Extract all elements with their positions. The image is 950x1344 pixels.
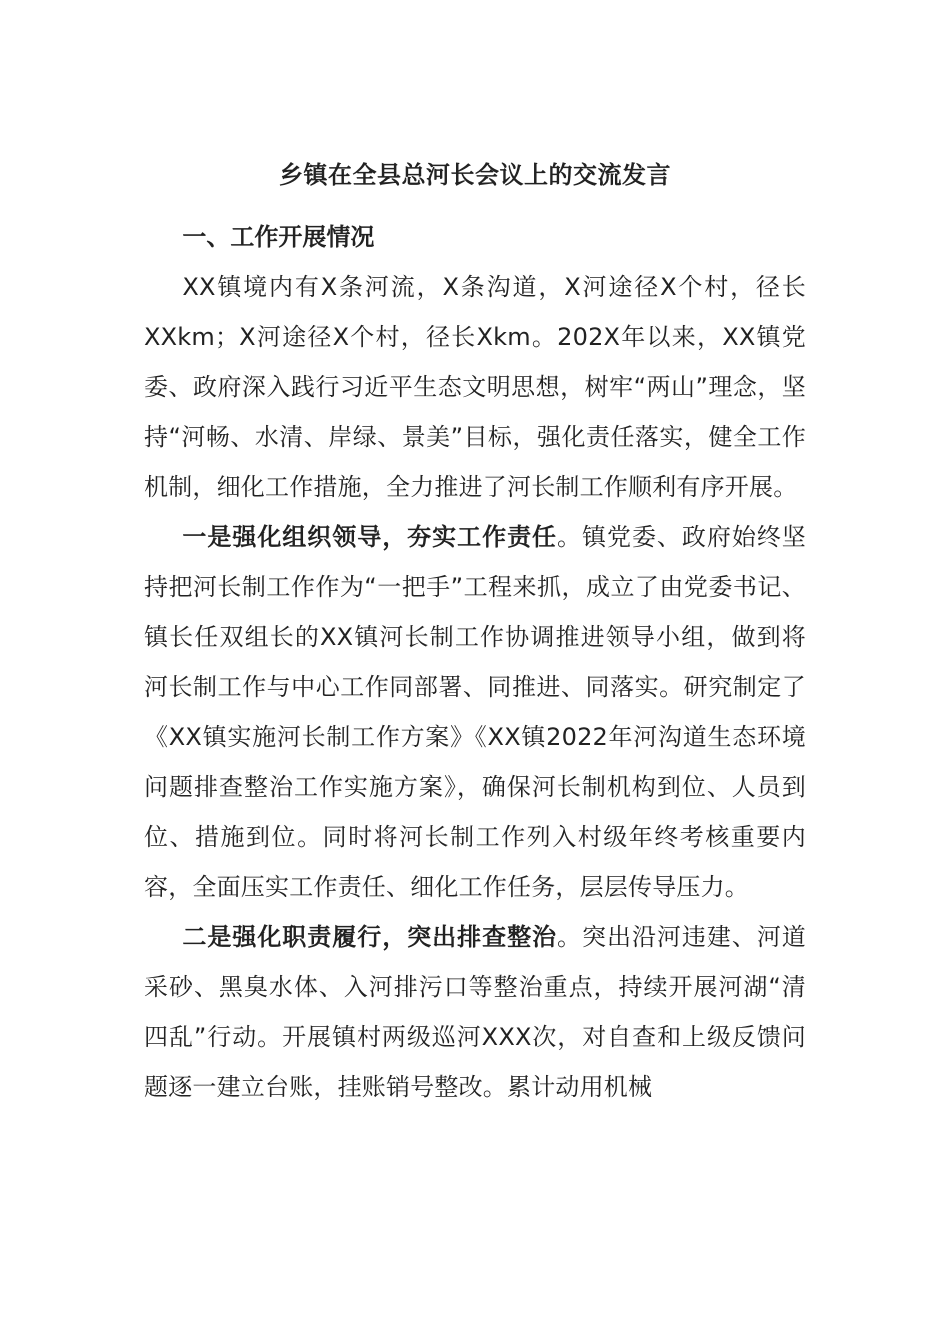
point-1-text: 。镇党委、政府始终坚持把河长制工作作为“一把手”工程来抓，成立了由党委书记、镇长任双组长的XX镇河长制工作协调推进领导小组，做到将河长制工作与中心工作同部署、同推进、同落实。研究制定了《XX镇实施河长制工作方案》《XX镇2022年河沟道生态环境问题排查整治工作实施方案》，确保河长制机构到位、人员到位、措施到位。同时将河长制工作列入村级年终考核重要内容，全面压实工作责任、细化工作任务，层层传导压力。 <box>144 523 807 901</box>
section-heading-1: 一、工作开展情况 <box>182 223 375 251</box>
intro-paragraph: XX镇境内有X条河流，X条沟道，X河途径X个村，径长XXkm；X河途径X个村，径长Xkm。202X年以来，XX镇党委、政府深入践行习近平生态文明思想，树牢“两山”理念，坚持“河畅、水清、岸绿、景美”目标，强化责任落实，健全工作机制，细化工作措施，全力推进了河长制工作顺利有序开展。 <box>144 273 806 501</box>
point-2-lead: 二是强化职责履行，突出排查整治 <box>182 923 558 951</box>
document-page <box>144 150 806 1112</box>
document-title: 乡镇在全县总河长会议上的交流发言 <box>279 161 671 189</box>
point-1-lead: 一是强化组织领导，夯实工作责任 <box>182 523 558 551</box>
point-1-paragraph <box>144 512 806 912</box>
point-2-text: 。突出沿河违建、河道采砂、黑臭水体、入河排污口等整治重点，持续开展河湖“清四乱”行动。开展镇村两级巡河XXX次，对自查和上级反馈问题逐一建立台账，挂账销号整改。累计动用机械 <box>144 923 807 1101</box>
point-2-paragraph <box>144 912 806 1112</box>
